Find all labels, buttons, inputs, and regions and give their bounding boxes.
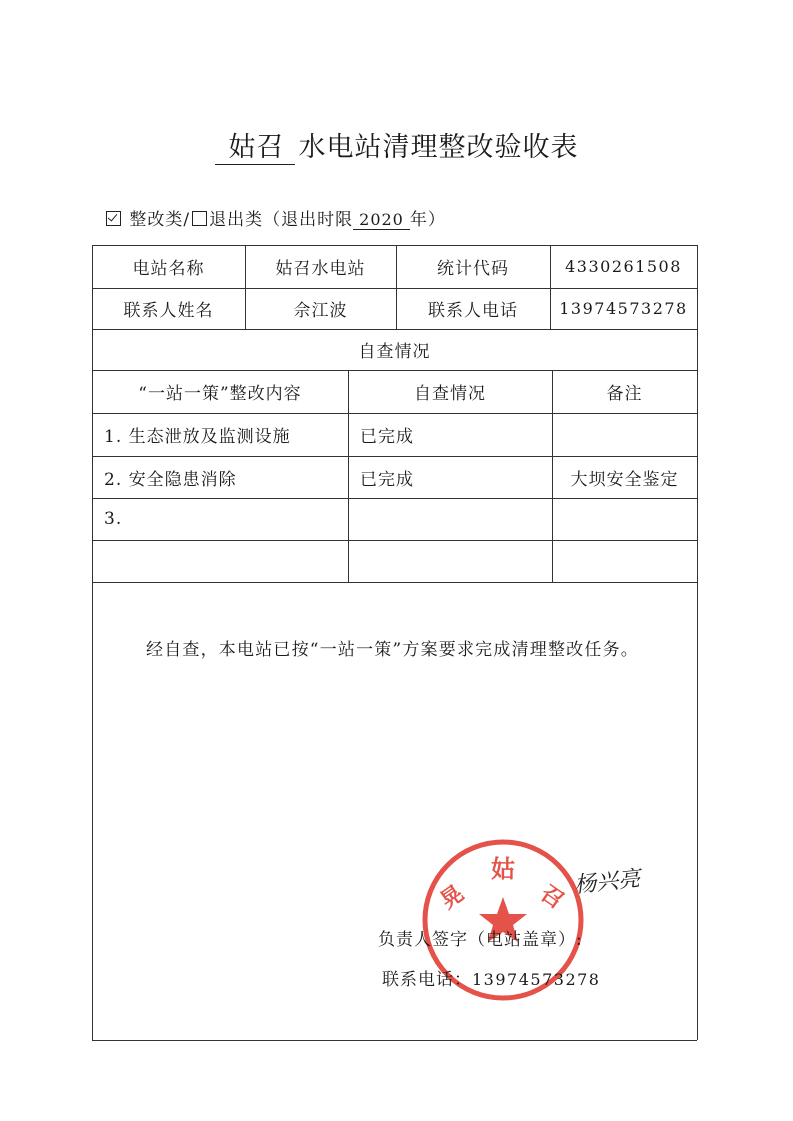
- exit-year-field[interactable]: 2020: [353, 210, 410, 230]
- stat-code-label: 统计代码: [437, 259, 509, 279]
- handwritten-signature: 杨兴亮: [573, 866, 642, 899]
- svg-text:召: 召: [535, 881, 568, 915]
- sign-label: 负责人签字（电站盖章）:: [378, 930, 583, 950]
- self-check-section-title: 自查情况: [358, 342, 431, 362]
- sign-phone-label: 联系电话：: [382, 970, 472, 990]
- svg-text:姑: 姑: [491, 855, 515, 883]
- category-line: [104, 205, 446, 230]
- row3-status[interactable]: [360, 498, 552, 540]
- row1-status[interactable]: 已完成: [360, 427, 414, 447]
- rectify-option-label: 整改类/: [129, 210, 191, 230]
- form-title: [0, 125, 793, 165]
- sign-phone-line: [382, 965, 600, 990]
- row2-status[interactable]: 已完成: [360, 469, 414, 490]
- contact-phone-value[interactable]: 13974573278: [559, 299, 688, 318]
- exit-checkbox[interactable]: [192, 211, 207, 226]
- svg-text:晃: 晃: [436, 881, 469, 915]
- self-check-statement: 经自查，本电站已按“一站一策”方案要求完成清理整改任务。: [146, 640, 639, 660]
- title-station-name: 姑召: [215, 125, 295, 165]
- station-name-label: 电站名称: [132, 259, 205, 279]
- row3-content: 3.: [104, 509, 123, 529]
- sign-phone-value: 13974573278: [472, 970, 601, 989]
- row1-note[interactable]: [552, 413, 697, 456]
- stat-code-value[interactable]: 4330261508: [565, 257, 682, 276]
- station-name-value[interactable]: 姑召水电站: [275, 259, 366, 279]
- contact-name-label: 联系人姓名: [123, 301, 214, 321]
- row1-content: 1. 生态泄放及监测设施: [104, 427, 291, 447]
- row2-note[interactable]: 大坝安全鉴定: [570, 469, 679, 490]
- rectify-checkbox[interactable]: [106, 211, 121, 226]
- header-content: “一站一策”整改内容: [138, 384, 302, 404]
- exit-option-label: 退出类（退出时限: [209, 210, 354, 230]
- exit-year-suffix: 年）: [409, 210, 446, 230]
- header-note: 备注: [606, 384, 643, 404]
- header-status: 自查情况: [414, 384, 486, 404]
- row3-note[interactable]: [552, 498, 697, 540]
- title-suffix: 水电站清理整改验收表: [298, 132, 579, 163]
- contact-name-value[interactable]: 佘江波: [293, 301, 348, 321]
- row2-content: 2. 安全隐患消除: [104, 469, 237, 490]
- contact-phone-label: 联系人电话: [428, 301, 518, 321]
